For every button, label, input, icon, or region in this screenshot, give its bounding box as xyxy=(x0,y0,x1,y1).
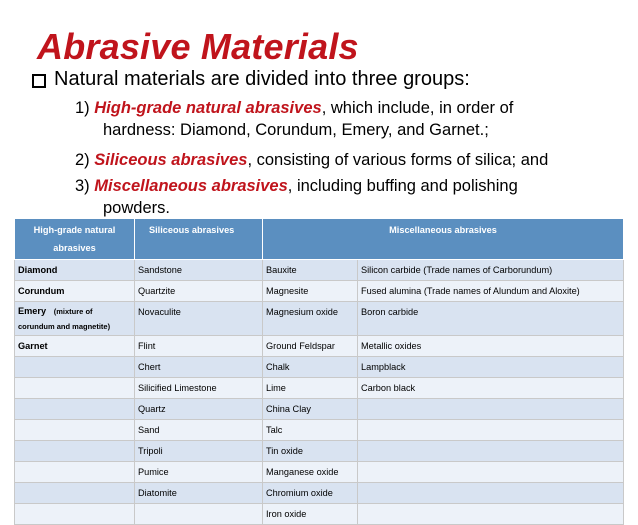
table-row xyxy=(15,483,624,504)
item-continuation: hardness: Diamond, Corundum, Emery, and Garnet.; xyxy=(103,121,489,139)
table-header-row xyxy=(15,219,624,260)
table-cell xyxy=(15,399,135,420)
table-cell: China Clay xyxy=(263,399,358,420)
table-cell: Magnesium oxide xyxy=(263,302,358,336)
table-cell: Diatomite xyxy=(135,483,263,504)
table-row xyxy=(15,399,624,420)
table-cell: Quartzite xyxy=(135,281,263,302)
table-row xyxy=(15,260,624,281)
table-cell xyxy=(15,357,135,378)
table-cell: Corundum xyxy=(15,281,135,302)
item-text: , which include, in order of xyxy=(321,99,514,117)
table-cell: Metallic oxides xyxy=(358,336,624,357)
table-cell xyxy=(135,504,263,525)
table-row xyxy=(15,462,624,483)
table-cell: Chalk xyxy=(263,357,358,378)
table-cell xyxy=(358,420,624,441)
table-cell xyxy=(15,483,135,504)
table-cell xyxy=(358,441,624,462)
table-cell: Bauxite xyxy=(263,260,358,281)
table-row xyxy=(15,357,624,378)
header-siliceous: Siliceous abrasives xyxy=(135,219,263,260)
emery-note: (mixture of corundum and magnetite) xyxy=(18,307,111,331)
table-cell xyxy=(15,462,135,483)
table-cell xyxy=(15,420,135,441)
table-cell-emery xyxy=(15,302,135,336)
table-row xyxy=(15,336,624,357)
group-item-2 xyxy=(75,149,605,171)
header-miscellaneous: Miscellaneous abrasives xyxy=(263,219,624,260)
table-cell: Chert xyxy=(135,357,263,378)
table-cell xyxy=(15,378,135,399)
table-cell: Tripoli xyxy=(135,441,263,462)
table-cell xyxy=(15,441,135,462)
group-item-3 xyxy=(75,175,605,219)
item-emphasis: Miscellaneous abrasives xyxy=(94,177,288,195)
item-text: , including buffing and polishing xyxy=(287,177,518,195)
table-cell: Magnesite xyxy=(263,281,358,302)
table-row xyxy=(15,378,624,399)
table-cell: Iron oxide xyxy=(263,504,358,525)
table-cell: Garnet xyxy=(15,336,135,357)
emery-label: Emery xyxy=(18,306,47,316)
table-row xyxy=(15,441,624,462)
table-cell: Manganese oxide xyxy=(263,462,358,483)
item-number: 3) xyxy=(75,177,95,195)
table-cell: Boron carbide xyxy=(358,302,624,336)
item-emphasis: Siliceous abrasives xyxy=(94,151,248,169)
item-emphasis: High-grade natural abrasives xyxy=(94,99,322,117)
table-cell xyxy=(15,504,135,525)
table-cell: Sandstone xyxy=(135,260,263,281)
table-cell: Lampblack xyxy=(358,357,624,378)
intro-text: Natural materials are divided into three groups: xyxy=(54,68,470,90)
item-continuation: powders. xyxy=(103,199,170,217)
table-row xyxy=(15,302,624,336)
table-cell: Talc xyxy=(263,420,358,441)
item-number: 2) xyxy=(75,151,95,169)
item-text: , consisting of various forms of silica; and xyxy=(247,151,549,169)
table-cell: Diamond xyxy=(15,260,135,281)
table-cell: Novaculite xyxy=(135,302,263,336)
table-cell xyxy=(358,399,624,420)
table-cell: Chromium oxide xyxy=(263,483,358,504)
checkbox-bullet-icon xyxy=(32,74,46,88)
table-cell: Quartz xyxy=(135,399,263,420)
table-cell: Tin oxide xyxy=(263,441,358,462)
table-cell: Silicon carbide (Trade names of Carborundum) xyxy=(358,260,624,281)
header-high-grade: High-grade natural abrasives xyxy=(15,219,135,260)
table-cell: Carbon black xyxy=(358,378,624,399)
table-cell xyxy=(358,483,624,504)
item-number: 1) xyxy=(75,99,95,117)
slide-title: Abrasive Materials xyxy=(37,26,359,67)
table-row xyxy=(15,281,624,302)
table-row xyxy=(15,504,624,525)
group-item-1 xyxy=(75,97,605,141)
table-cell: Lime xyxy=(263,378,358,399)
table-cell: Sand xyxy=(135,420,263,441)
table-cell: Ground Feldspar xyxy=(263,336,358,357)
table-cell: Fused alumina (Trade names of Alundum and Aloxite) xyxy=(358,281,624,302)
table-row xyxy=(15,420,624,441)
table-cell: Silicified Limestone xyxy=(135,378,263,399)
table-cell xyxy=(358,462,624,483)
table-cell xyxy=(358,504,624,525)
table-cell: Pumice xyxy=(135,462,263,483)
intro-bullet xyxy=(32,68,470,91)
table-cell: Flint xyxy=(135,336,263,357)
